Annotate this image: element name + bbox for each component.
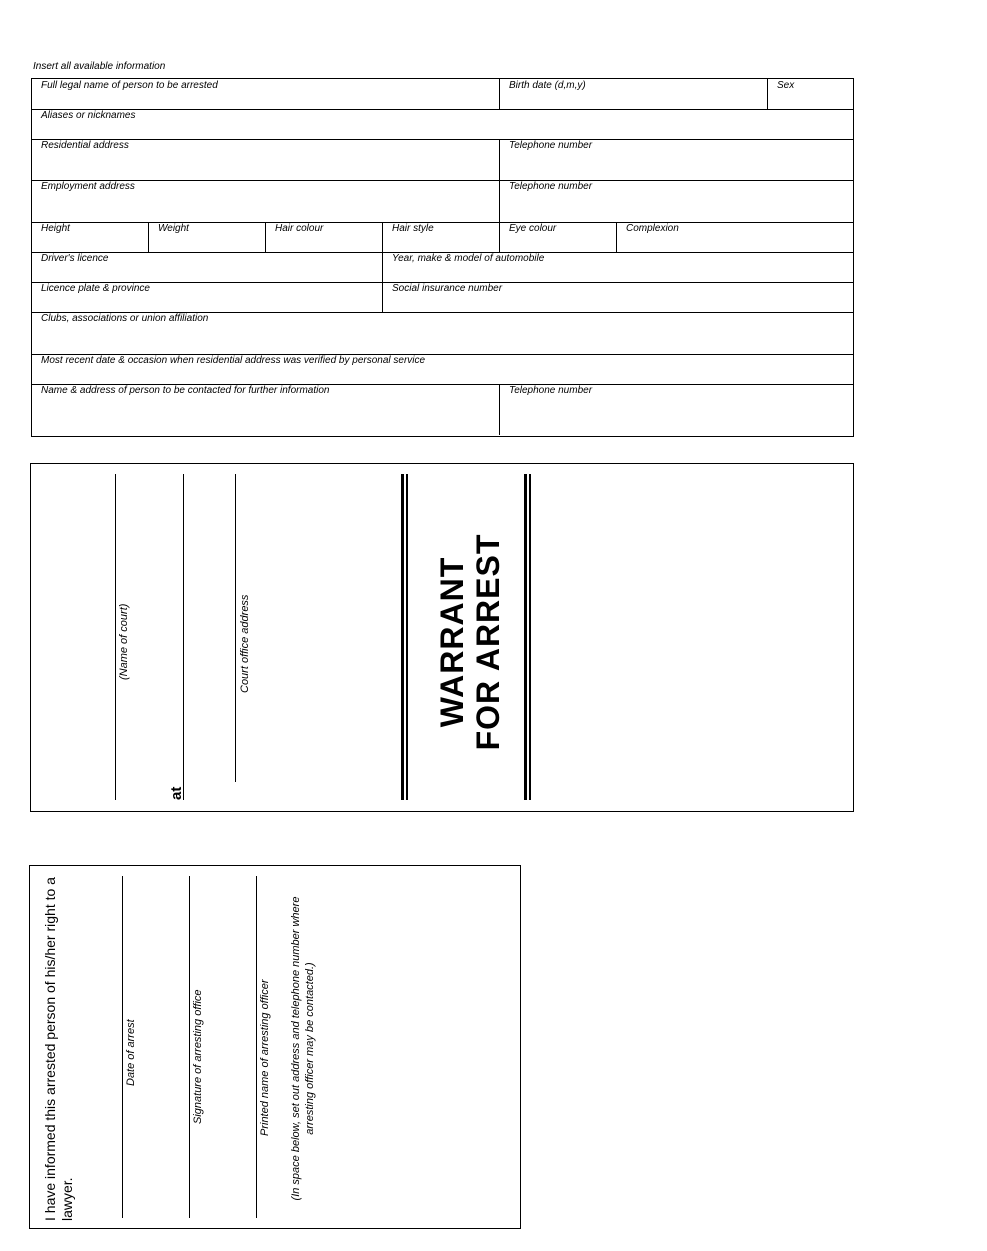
telephone-label-3: Telephone number — [509, 385, 593, 396]
date-of-arrest-line[interactable] — [122, 876, 123, 1218]
court-office-address-label: Court office address — [239, 594, 251, 693]
complexion-label: Complexion — [626, 223, 679, 234]
contact-person-label: Name & address of person to be contacted for further information — [41, 385, 330, 396]
row-clubs — [32, 312, 853, 355]
court-address-line[interactable] — [235, 474, 236, 782]
contact-instructions: (In space below, set out address and telephone number where arresting officer may be contacted.) — [290, 896, 316, 1201]
clubs-field[interactable] — [32, 312, 853, 354]
recent-date-field[interactable] — [32, 354, 853, 384]
birth-date-field[interactable] — [500, 79, 768, 109]
printed-name-line[interactable] — [256, 876, 257, 1218]
row-contact — [32, 384, 853, 435]
complexion-field[interactable] — [617, 222, 853, 252]
title-rule-right-b — [529, 474, 531, 800]
licence-plate-field[interactable] — [32, 282, 383, 312]
full-name-field[interactable] — [32, 79, 500, 109]
full-name-label: Full legal name of person to be arrested — [41, 80, 218, 91]
drivers-licence-label: Driver's licence — [41, 253, 109, 264]
aliases-field[interactable] — [32, 109, 853, 139]
row-physical — [32, 222, 853, 253]
signature-label: Signature of arresting office — [192, 989, 204, 1124]
hair-colour-label: Hair colour — [275, 223, 324, 234]
hair-style-field[interactable] — [383, 222, 500, 252]
at-label: at — [168, 786, 185, 800]
row-recent-date — [32, 354, 853, 385]
aliases-label: Aliases or nicknames — [41, 110, 136, 121]
telephone-field-1[interactable] — [500, 139, 853, 180]
automobile-field[interactable] — [383, 252, 853, 282]
licence-plate-label: Licence plate & province — [41, 283, 150, 294]
warrant-cover-box — [30, 463, 854, 812]
sex-label: Sex — [777, 80, 795, 91]
automobile-label: Year, make & model of automobile — [392, 253, 545, 264]
title-rule-right-a — [524, 474, 527, 800]
birth-date-label: Birth date (d,m,y) — [509, 80, 586, 91]
recent-date-label: Most recent date & occasion when residential address was verified by personal service — [41, 355, 426, 366]
arrest-info-box — [29, 865, 521, 1229]
title-rule-left-b — [406, 474, 408, 800]
telephone-field-2[interactable] — [500, 180, 853, 222]
date-of-arrest-label: Date of arrest — [125, 1019, 137, 1086]
right-to-lawyer-statement: I have informed this arrested person of his/her right to a lawyer. — [42, 877, 75, 1221]
weight-field[interactable] — [149, 222, 266, 252]
residential-address-field[interactable] — [32, 139, 500, 180]
weight-label: Weight — [158, 223, 189, 234]
warrant-title-line2: FOR ARREST — [470, 533, 506, 751]
court-name-line[interactable] — [115, 474, 116, 800]
warrant-title-line1: WARRANT — [434, 556, 470, 728]
row-employment — [32, 180, 853, 223]
row-residential — [32, 139, 853, 181]
sin-field[interactable] — [383, 282, 853, 312]
court-location-line[interactable] — [183, 474, 184, 800]
printed-name-label: Printed name of arresting officer — [259, 979, 271, 1136]
hair-colour-field[interactable] — [266, 222, 383, 252]
person-info-table — [31, 78, 854, 437]
warrant-title — [434, 532, 506, 752]
signature-line[interactable] — [189, 876, 190, 1218]
telephone-label-1: Telephone number — [509, 140, 593, 151]
row-licence — [32, 252, 853, 283]
instruction-note: Insert all available information — [33, 61, 166, 72]
row-plate — [32, 282, 853, 313]
sex-field[interactable] — [768, 79, 853, 109]
telephone-label-2: Telephone number — [509, 181, 593, 192]
hair-style-label: Hair style — [392, 223, 434, 234]
row-aliases — [32, 109, 853, 140]
residential-address-label: Residential address — [41, 140, 129, 151]
drivers-licence-field[interactable] — [32, 252, 383, 282]
employment-address-label: Employment address — [41, 181, 135, 192]
eye-colour-field[interactable] — [500, 222, 617, 252]
clubs-label: Clubs, associations or union affiliation — [41, 313, 209, 324]
eye-colour-label: Eye colour — [509, 223, 557, 234]
title-rule-left-a — [401, 474, 404, 800]
name-of-court-label: (Name of court) — [118, 603, 130, 680]
employment-address-field[interactable] — [32, 180, 500, 222]
sin-label: Social insurance number — [392, 283, 503, 294]
row-name — [32, 79, 853, 110]
telephone-field-3[interactable] — [500, 384, 853, 435]
contact-person-field[interactable] — [32, 384, 500, 435]
height-field[interactable] — [32, 222, 149, 252]
height-label: Height — [41, 223, 70, 234]
